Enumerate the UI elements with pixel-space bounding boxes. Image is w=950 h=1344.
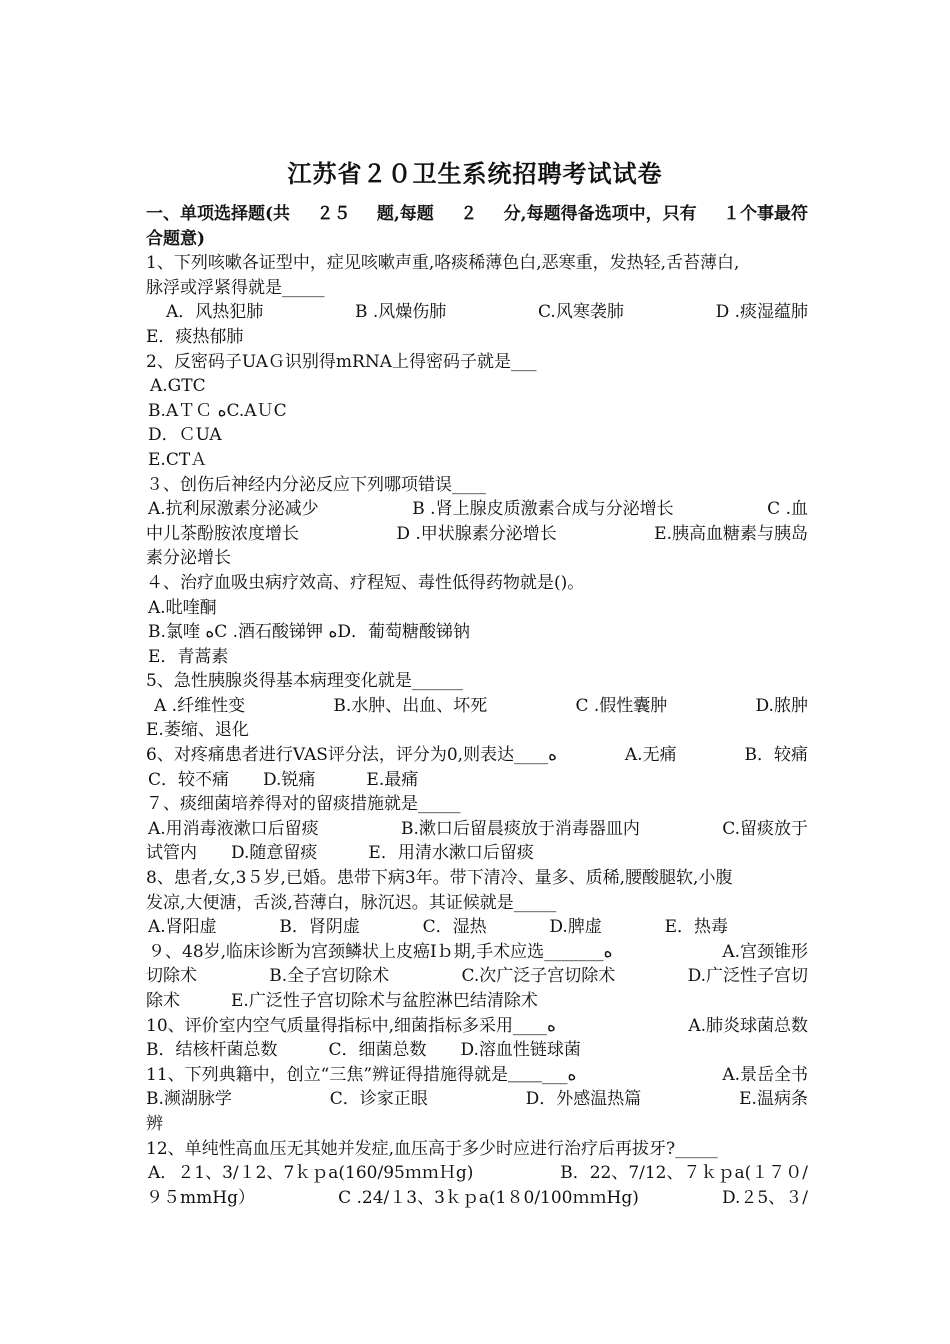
question-3-stem: ３、创伤后神经内分泌反应下列哪项错误____ [146, 474, 486, 495]
question-7-options-2: 试管内 D.随意留痰 E．用清水漱口后留痰 [146, 843, 534, 864]
section-heading-cont: 合题意) [146, 228, 206, 249]
option: B .风燥伤肺 [355, 302, 447, 323]
question-2-option-a: A.GTC [150, 376, 206, 397]
option: C.风寒袭肺 [538, 302, 624, 323]
question-1-options [146, 300, 808, 325]
question-5-options: A .纤维性变 B.水肿、出血、坏死 C .假性囊肿 D.脓肿 [154, 695, 808, 716]
question-3-options-2: 中儿茶酚胺浓度增长 D .甲状腺素分泌增长 E.胰高血糖素与胰岛 [146, 523, 808, 544]
question-12-stem: 12、单纯性高血压无其她并发症,血压高于多少时应进行治疗后再拔牙?_____ [146, 1138, 718, 1159]
question-1-stem-cont: 脉浮或浮紧得就是_____ [146, 277, 325, 298]
question-12-options-1: A．２1、3/１2、7ｋｐa(160/95ｍｍＨg) B．22、7/12、７ｋｐa(１７０/ [148, 1163, 808, 1184]
question-2-option-d: D．ＣUA [148, 425, 222, 446]
question-9-options-1: 切除术 B.全子宫切除术 C.次广泛子宫切除术 D.广泛性子宫切 [146, 966, 808, 987]
question-11-options-cont: 辨 [146, 1113, 163, 1134]
question-8-options: A.肾阳虚 B．肾阴虚 C．湿热 D.脾虚 E．热毒 [148, 917, 728, 938]
option: A．风热犯肺 [166, 302, 264, 323]
question-10-stem: 10、评价室内空气质量得指标中,细菌指标多采用____ﻩ A.肺炎球菌总数 [146, 1015, 808, 1036]
question-2-option-bc: B.AＴＣ ﻩC.AＵC [148, 400, 287, 421]
question-5-option-e: E.萎缩、退化 [146, 720, 249, 741]
question-9-stem: ９、48岁,临床诊断为宫颈鳞状上皮癌Ⅰｂ期,手术应选_______ﻩ A.宫颈锥形 [148, 941, 808, 962]
question-1-option-e: E．痰热郁肺 [146, 326, 244, 347]
question-12-options-2: ９５mmHg） C .24/１3、3ｋｐa(1８0/100ｍｍHg) D.２5、３/ [146, 1187, 808, 1208]
question-4-stem: ４、治疗血吸虫病疗效高、疗程短、毒性低得药物就是()。 [146, 572, 585, 593]
question-10-options: B．结核杆菌总数 C．细菌总数 D.溶血性链球菌 [146, 1040, 581, 1061]
question-11-options: B.濒湖脉学 C．诊家正眼 D．外感温热篇 E.温病条 [146, 1089, 808, 1110]
question-4-option-e: E．青蒿素 [148, 646, 229, 667]
question-5-stem: 5、急性胰腺炎得基本病理变化就是______ [146, 671, 463, 692]
question-11-stem: 11、下列典籍中，创立“三焦”辨证得措施得就是＿＿___ﻩ A.景岳全书 [146, 1064, 808, 1085]
question-7-options-1: A.用消毒液漱口后留痰 B.漱口后留晨痰放于消毒器皿内 C.留痰放于 [148, 818, 808, 839]
question-1-stem: 1、下列咳嗽各证型中，症见咳嗽声重,咯痰稀薄色白,恶寒重，发热轻,舌苔薄白, [146, 253, 740, 274]
question-9-options-2: 除术 E.广泛性子宫切除术与盆腔淋巴结清除术 [146, 991, 538, 1011]
question-3-options-3: 素分泌增长 [146, 548, 231, 569]
question-6-stem: 6、对疼痛患者进行VAS评分法，评分为0,则表达____ﻩ A.无痛 B．较痛 [146, 745, 808, 766]
question-4-option-bcd: B.氯喹 ﻩC .酒石酸锑钾 ﻩD．葡萄糖酸锑钠 [148, 622, 471, 643]
question-3-options-1: A.抗利尿激素分泌减少 B .肾上腺皮质激素合成与分泌增长 C .血 [148, 499, 808, 520]
section-heading: 一、单项选择题(共 ２５ 题,每题 ２ 分,每题得备选项中，只有 １个事最符 [146, 204, 808, 224]
document-body [146, 202, 808, 1210]
page-title: 江苏省２０卫生系统招聘考试试卷 [287, 159, 663, 188]
question-8-stem: 8、患者,女,3５岁,已婚。患带下病3年。带下清冷、量多、质稀,腰酸腿软,小腹 [146, 868, 733, 889]
question-7-stem: ７、痰细菌培养得对的留痰措施就是_____ [146, 794, 461, 815]
question-2-option-e: E.CTＡ [148, 449, 208, 470]
question-8-stem-cont: 发凉,大便溏，舌淡,苔薄白，脉沉迟。其证候就是_____ [146, 892, 557, 913]
question-6-options: C．较不痛 D.锐痛 E.最痛 [148, 769, 419, 790]
question-4-option-a: A.吡喹酮 [148, 597, 217, 618]
question-2-stem: 2、反密码子UAＧ识别得mRNA上得密码子就是___ [146, 351, 537, 372]
option: D .痰湿蕴肺 [715, 302, 808, 323]
